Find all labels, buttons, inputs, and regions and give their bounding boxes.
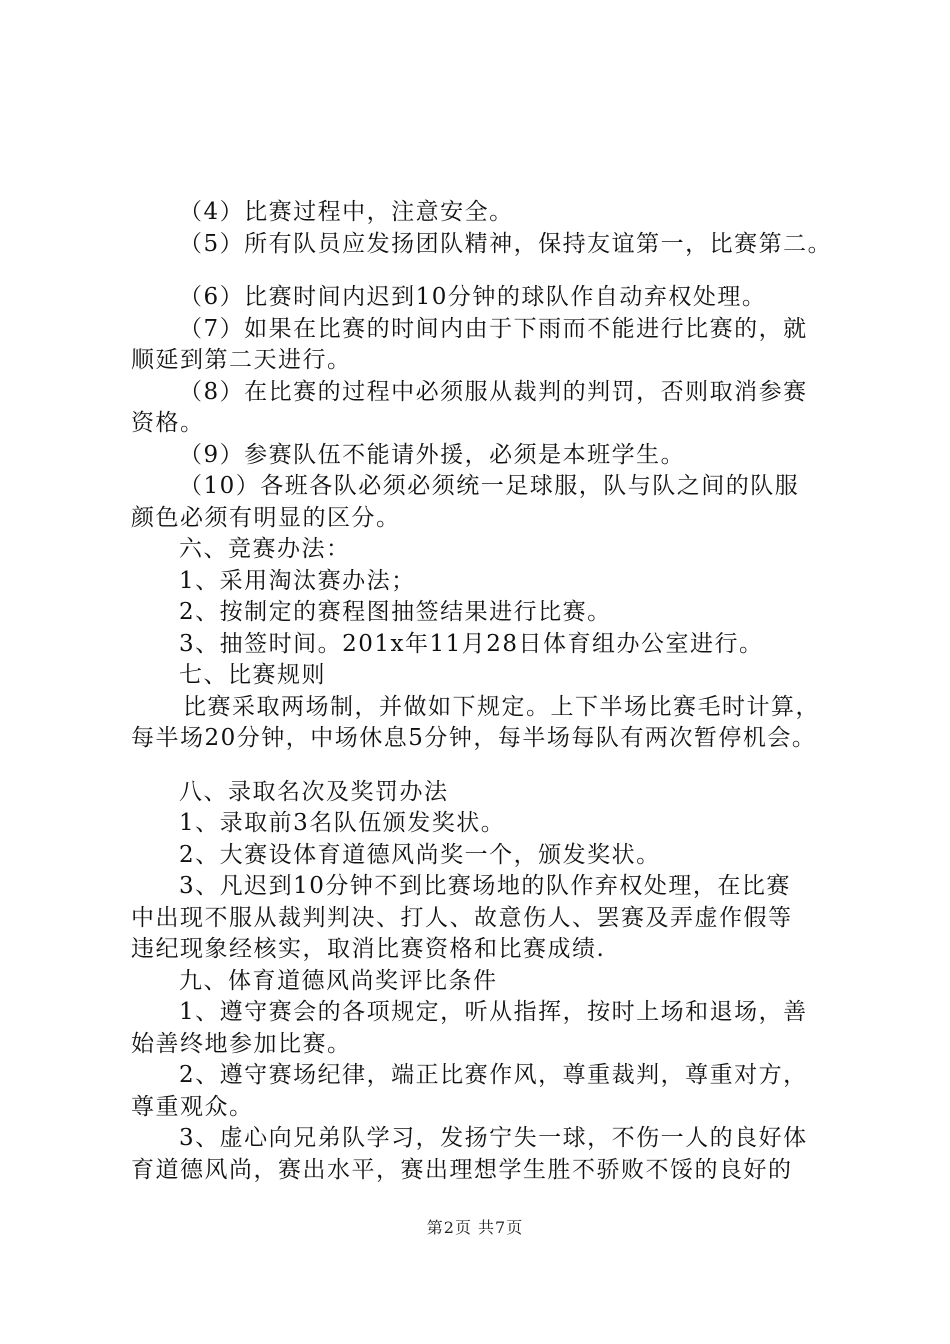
blank-line — [131, 755, 841, 777]
section-heading: 八、录取名次及奖罚办法 — [179, 778, 449, 805]
text-line: 比赛采取两场制，并做如下规定。上下半场比赛毛时计算， — [183, 693, 820, 720]
document-body — [131, 197, 841, 1186]
text-line: 3、虚心向兄弟队学习，发扬宁失一球，不伤一人的良好体 — [179, 1125, 808, 1151]
text-line: 始善终地参加比赛。 — [131, 1030, 352, 1057]
text-line: （5）所有队员应发扬团队精神，保持友谊第一，比赛第二。 — [179, 230, 833, 257]
text-line: 资格。 — [131, 410, 205, 436]
text-line: （8）在比赛的过程中必须服从裁判的判罚，否则取消参赛 — [179, 378, 808, 405]
text-line: 1、遵守赛会的各项规定，听从指挥，按时上场和退场，善 — [179, 999, 808, 1025]
text-line: 2、大赛设体育道德风尚奖一个，颁发奖状。 — [179, 841, 661, 868]
text-line: 尊重观众。 — [131, 1093, 254, 1120]
text-line: （9）参赛队伍不能请外援，必须是本班学生。 — [179, 441, 686, 468]
text-line: 3、凡迟到10分钟不到比赛场地的队作弃权处理，在比赛 — [179, 873, 791, 899]
text-line: （10）各班各队必须必须统一足球服，队与队之间的队服 — [179, 473, 800, 499]
section-heading: 七、比赛规则 — [179, 662, 326, 688]
text-line: （7）如果在比赛的时间内由于下雨而不能进行比赛的，就 — [179, 315, 808, 342]
text-line: 2、按制定的赛程图抽签结果进行比赛。 — [179, 599, 612, 625]
text-line: 3、抽签时间。201x年11月28日体育组办公室进行。 — [179, 630, 764, 657]
page-footer: 第2页 共7页 — [426, 1218, 524, 1237]
section-heading: 九、体育道德风尚奖评比条件 — [179, 967, 498, 994]
text-line: （4）比赛过程中，注意安全。 — [179, 199, 514, 225]
text-line: 育道德风尚，赛出水平，赛出理想学生胜不骄败不馁的良好的 — [131, 1156, 793, 1183]
text-line: 2、遵守赛场纪律，端正比赛作风，尊重裁判，尊重对方， — [179, 1062, 808, 1088]
text-line: （6）比赛时间内迟到10分钟的球队作自动弃权处理。 — [179, 284, 767, 310]
text-line: 中出现不服从裁判判决、打人、故意伤人、罢赛及弄虚作假等 — [131, 904, 793, 931]
section-heading: 六、竞赛办法： — [179, 536, 351, 562]
text-line: 违纪现象经核实，取消比赛资格和比赛成绩. — [131, 936, 606, 962]
text-line: 1、采用淘汰赛办法； — [179, 567, 416, 594]
text-line: 每半场20分钟，中场休息5分钟，每半场每队有两次暂停机会。 — [131, 725, 817, 751]
text-line: 1、录取前3名队伍颁发奖状。 — [179, 810, 506, 836]
text-line: 颜色必须有明显的区分。 — [131, 504, 401, 531]
blank-line — [131, 260, 841, 282]
text-line: 顺延到第二天进行。 — [131, 347, 352, 373]
